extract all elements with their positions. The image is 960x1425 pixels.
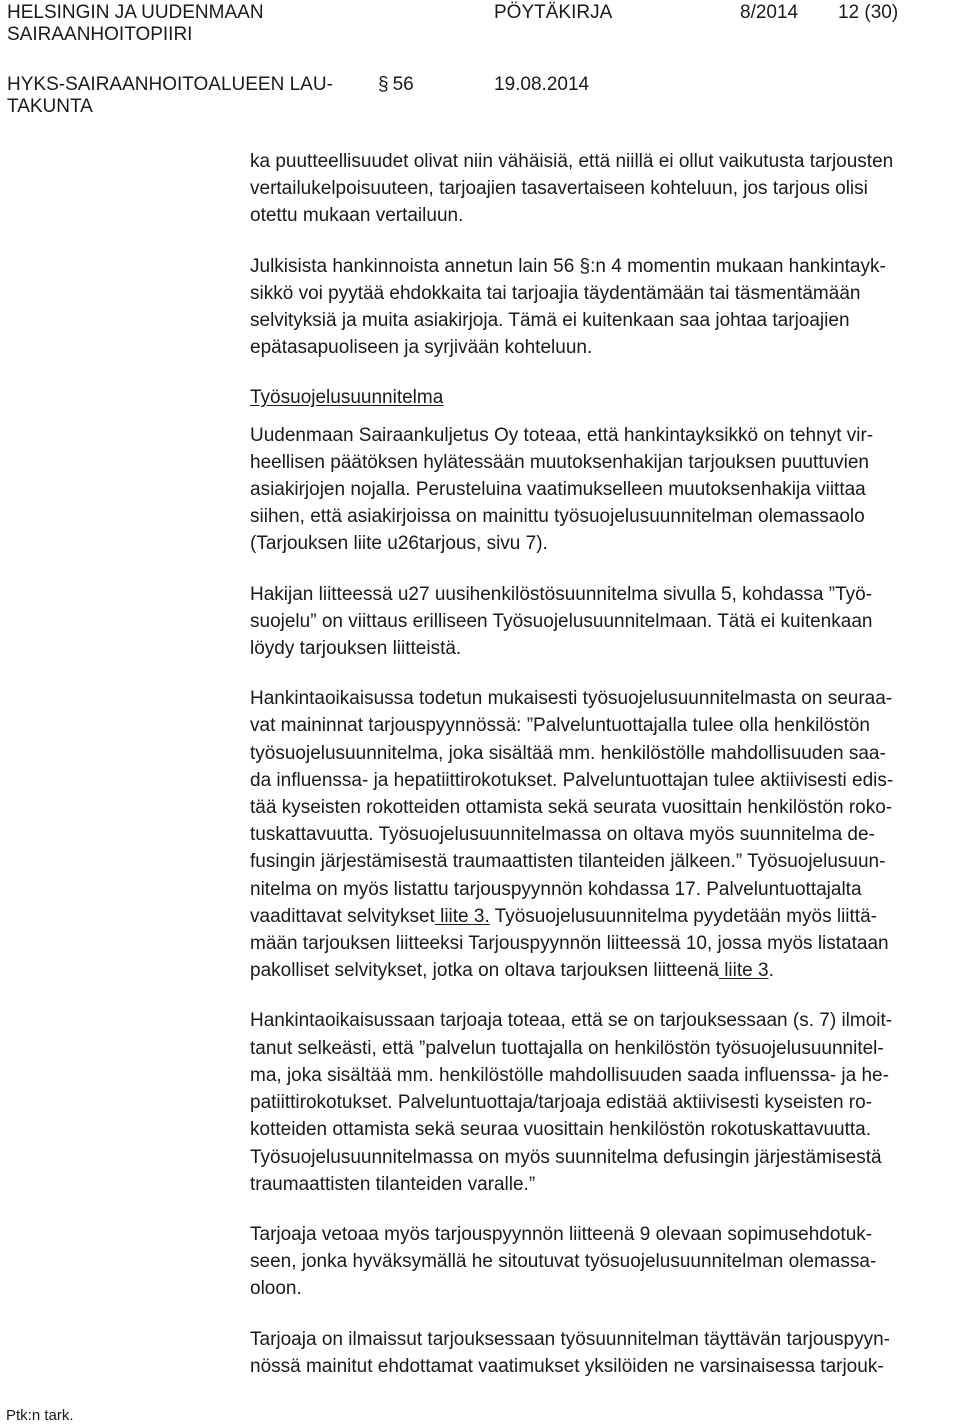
text-line: työsuojelusuunnitelma, joka sisältää mm. henkilöstölle mahdollisuuden saa- <box>250 742 886 764</box>
text-line <box>250 957 950 984</box>
paragraph-8 <box>250 1326 950 1380</box>
text-line: sikkö voi pyytää ehdokkaita tai tarjoajia täydentämään tai täsmentämään <box>250 282 861 304</box>
section-number <box>378 74 414 96</box>
text-line: Julkisista hankinnoista annetun lain 56 §:n 4 momentin mukaan hankintayk- <box>250 255 886 277</box>
section-mark: § <box>378 74 389 95</box>
paragraph-5 <box>250 685 950 984</box>
text-line: Uudenmaan Sairaankuljetus Oy toteaa, että hankintayksikkö on tehnyt vir- <box>250 424 874 446</box>
paragraph-3 <box>250 422 950 558</box>
text-line: asiakirjojen nojalla. Perusteluina vaatimukselleen muutoksenhakija viittaa <box>250 479 866 501</box>
paragraph-2 <box>250 253 950 362</box>
page-number: 12 (30) <box>838 2 899 23</box>
text-line: oloon. <box>250 1278 302 1300</box>
decision-body-line1: HYKS-SAIRAANHOITOALUEEN LAU- <box>7 74 333 95</box>
minutes-checker-label: Ptk:n tark. <box>6 1407 74 1424</box>
text-line: selvityksiä ja muita asiakirjoja. Tämä ei kuitenkaan saa johtaa tarjoajien <box>250 310 850 332</box>
text-line: epätasapuoliseen ja syrjivään kohteluun. <box>250 337 593 359</box>
text-line: vat maininnat tarjouspyynnössä: ”Palveluntuottajalla tulee olla henkilöstön <box>250 715 870 737</box>
organization-name-line1: HELSINGIN JA UUDENMAAN <box>7 2 264 23</box>
text-segment: vaadittavat selvitykset <box>250 905 435 927</box>
paragraph-1 <box>250 148 950 230</box>
paragraph-6 <box>250 1007 950 1197</box>
attachment-reference: liite 3 <box>718 960 769 982</box>
text-line: siihen, että asiakirjoissa on mainittu työsuojelusuunnitelman olemassaolo <box>250 506 865 528</box>
text-line: nössä mainitut ehdottamat vaatimukset yksilöiden ne varsinaisessa tarjouk- <box>250 1355 884 1377</box>
text-line: Hankintaoikaisussa todetun mukaisesti työsuojelusuunnitelmasta on seuraa- <box>250 688 893 710</box>
text-line: Hankintaoikaisussaan tarjoaja toteaa, että se on tarjouksessaan (s. 7) ilmoit- <box>250 1010 893 1032</box>
text-line: nitelma on myös listattu tarjouspyynnön kohdassa 17. Palveluntuottajalta <box>250 878 862 900</box>
text-line: mään tarjouksen liitteeksi Tarjouspyynnön liitteessä 10, jossa myös listataan <box>250 933 889 955</box>
paragraph-7 <box>250 1221 950 1303</box>
text-line <box>250 903 950 930</box>
text-line: heellisen päätöksen hylätessään muutoksenhakijan tarjouksen puuttuvien <box>250 451 869 473</box>
text-line: ma, joka sisältää mm. henkilöstölle mahdollisuuden saada influenssa- ja he- <box>250 1064 889 1086</box>
text-line: otettu mukaan vertailuun. <box>250 205 464 227</box>
organization-name-line2: SAIRAANHOITOPIIRI <box>7 24 193 45</box>
text-line: traumaattisten tilanteiden varalle.” <box>250 1173 536 1195</box>
text-segment: . <box>768 960 774 982</box>
text-line: Työsuojelusuunnitelmassa on myös suunnitelma defusingin järjestämisestä <box>250 1146 882 1168</box>
text-line: da influenssa- ja hepatiittirokotukset. Palveluntuottajan tulee aktiivisesti edis- <box>250 769 894 791</box>
text-line: ka puutteellisuudet olivat niin vähäisiä, että niillä ei ollut vaikutusta tarjousten <box>250 151 894 172</box>
text-line: Tarjoaja vetoaa myös tarjouspyynnön liitteenä 9 olevaan sopimusehdotuk- <box>250 1223 873 1245</box>
document-body <box>250 148 950 1403</box>
document-type: PÖYTÄKIRJA <box>494 2 613 23</box>
text-line: suojelu” on viittaus erilliseen Työsuojelusuunnitelmaan. Tätä ei kuitenkaan <box>250 610 873 632</box>
text-line: Tarjoaja on ilmaissut tarjouksessaan työsuunnitelman täyttävän tarjouspyyn- <box>250 1328 890 1350</box>
text-line: tuskattavuutta. Työsuojelusuunnitelmassa on oltava myös suunnitelma de- <box>250 824 875 846</box>
paragraph-4 <box>250 581 950 663</box>
text-line: (Tarjouksen liite u26tarjous, sivu 7). <box>250 533 548 555</box>
attachment-reference: liite 3. <box>434 905 490 927</box>
section-number-value: 56 <box>392 74 414 95</box>
text-line: seen, jonka hyväksymällä he sitoutuvat työsuojelusuunnitelman olemassa- <box>250 1251 877 1273</box>
text-line: tää kyseisten rokotteiden ottamista sekä seurata vuosittain henkilöstön roko- <box>250 797 893 819</box>
text-segment: Työsuojelusuunnitelma pyydetään myös liittä- <box>489 905 877 927</box>
text-line: vertailukelpoisuuteen, tarjoajien tasavertaiseen kohteluun, jos tarjous olisi <box>250 178 868 200</box>
text-line: Hakijan liitteessä u27 uusihenkilöstösuunnitelma sivulla 5, kohdassa ”Työ- <box>250 583 873 605</box>
text-line: tanut selkeästi, että ”palvelun tuottajalla on henkilöstön työsuojelusuunnitel- <box>250 1037 884 1059</box>
meeting-date: 19.08.2014 <box>494 74 590 95</box>
text-line: löydy tarjouksen liitteistä. <box>250 638 462 660</box>
section-heading: Työsuojelusuunnitelma <box>250 387 444 409</box>
text-segment: pakolliset selvitykset, jotka on oltava tarjouksen liitteenä <box>250 960 719 982</box>
document-number: 8/2014 <box>740 2 799 23</box>
text-line: patiittirokotukset. Palveluntuottaja/tarjoaja edistää aktiivisesti kyseisten ro- <box>250 1092 873 1114</box>
decision-body-line2: TAKUNTA <box>7 96 93 117</box>
text-line: fusingin järjestämisestä traumaattisten tilanteiden jälkeen.” Työsuojelusuun- <box>250 851 886 873</box>
text-line: kotteiden ottamista sekä seuraa vuosittain henkilöstön rokotuskattavuutta. <box>250 1119 872 1141</box>
